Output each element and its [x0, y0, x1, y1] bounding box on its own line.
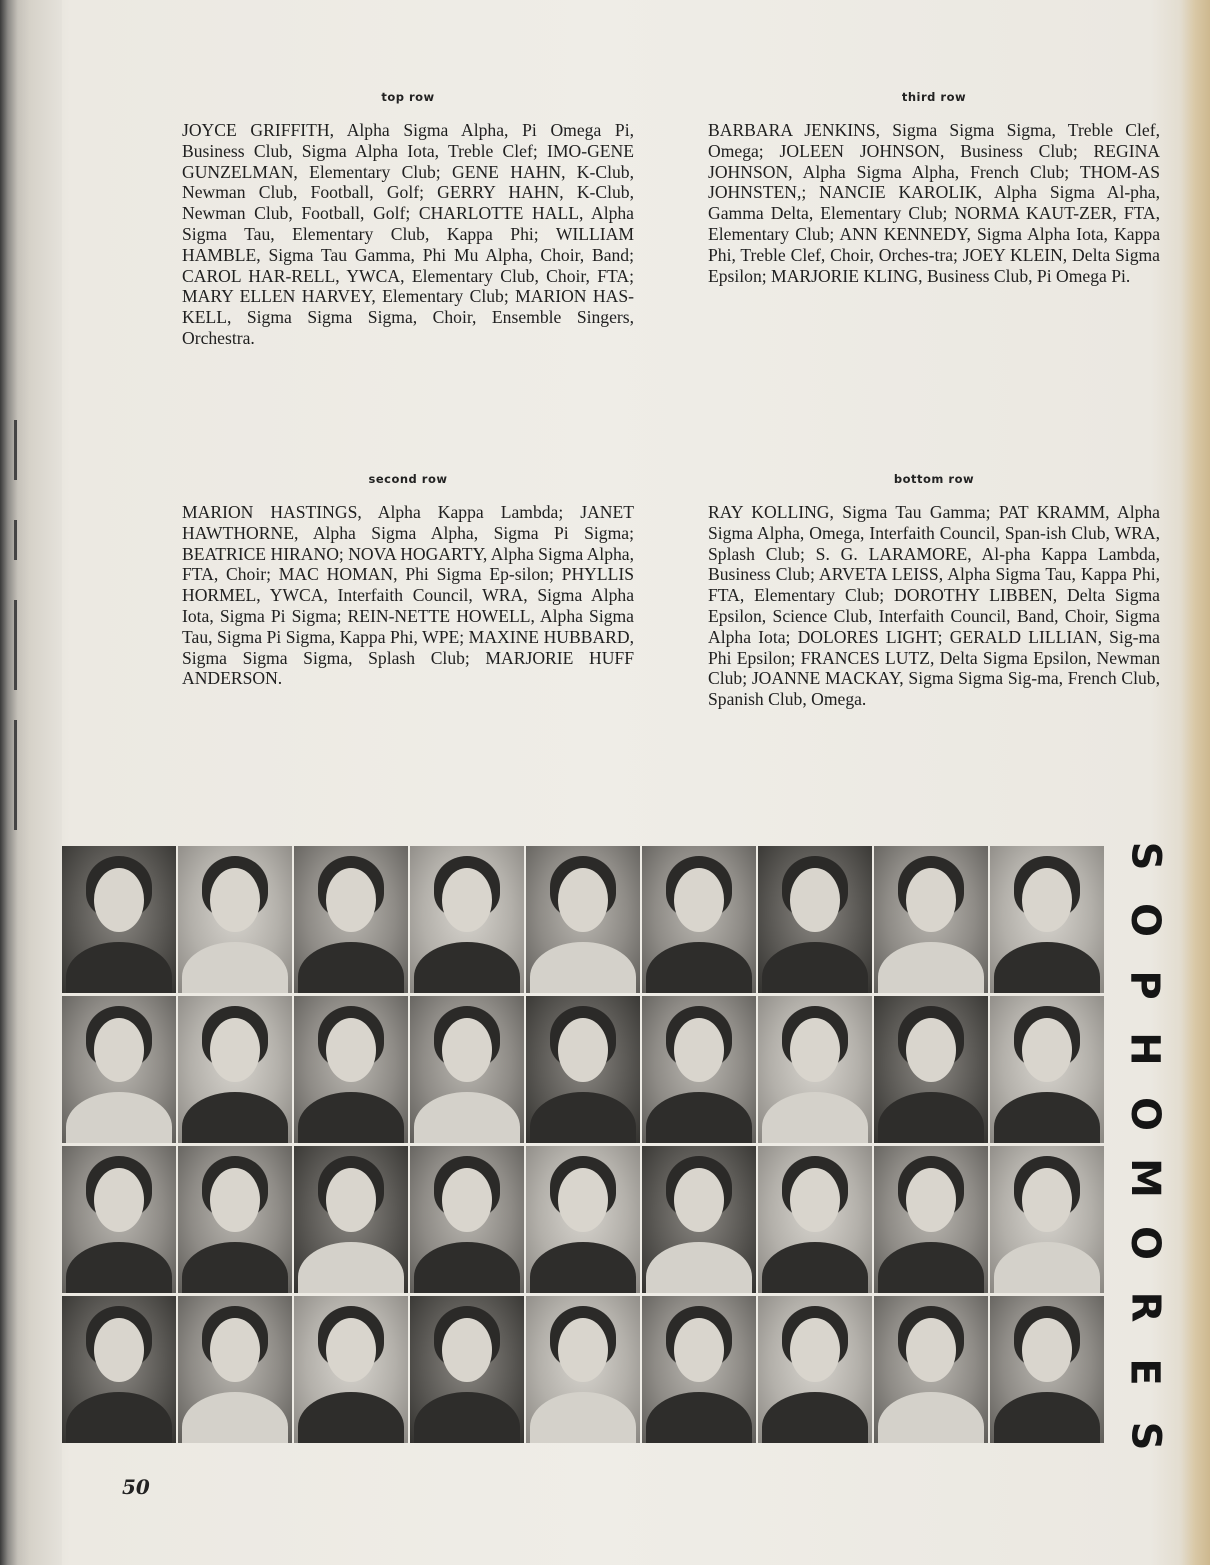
portrait-face — [674, 1168, 724, 1232]
portrait-body — [182, 942, 288, 993]
portrait-photo — [178, 1146, 292, 1293]
portrait-photo — [526, 1146, 640, 1293]
second-row-caption-block — [182, 472, 634, 689]
side-title-letter: O — [1121, 1225, 1168, 1260]
bottom-row-caption-block — [708, 472, 1160, 710]
portrait-face — [326, 1168, 376, 1232]
portrait-body — [878, 1092, 984, 1143]
portrait-photo — [294, 1296, 408, 1443]
side-title-letter: S — [1122, 1421, 1168, 1451]
third-row-caption-block — [708, 90, 1160, 286]
portrait-body — [414, 1242, 520, 1293]
portrait-face — [210, 1018, 260, 1082]
portrait-body — [530, 1242, 636, 1293]
portrait-photo — [410, 846, 524, 993]
caption-second-row: second row — [368, 472, 448, 486]
portrait-face — [1022, 1168, 1072, 1232]
portrait-face — [790, 1168, 840, 1232]
portrait-body — [414, 1392, 520, 1443]
portrait-photo — [526, 846, 640, 993]
portrait-face — [790, 1318, 840, 1382]
portrait-photo — [294, 846, 408, 993]
portrait-body — [762, 942, 868, 993]
caption-bottom-row: bottom row — [893, 472, 975, 486]
caption-third-row: third row — [901, 90, 967, 104]
side-title-letter: R — [1122, 1291, 1168, 1323]
portrait-body — [878, 942, 984, 993]
portrait-body — [878, 1392, 984, 1443]
portrait-face — [326, 1018, 376, 1082]
portrait-body — [994, 1392, 1100, 1443]
portrait-face — [674, 1018, 724, 1082]
portrait-photo — [294, 996, 408, 1143]
portrait-face — [210, 1318, 260, 1382]
portrait-face — [442, 1018, 492, 1082]
portrait-face — [674, 868, 724, 932]
portrait-face — [558, 1018, 608, 1082]
portrait-face — [906, 1168, 956, 1232]
top-row-names: JOYCE GRIFFITH, Alpha Sigma Alpha, Pi Omega Pi, Business Club, Sigma Alpha Iota, Treble Clef; IMO-GENE GUNZELMAN, Elementary Club; GENE HAHN, K-Club, Newman Club, Football, Golf; GERRY HAHN, K-Club, Newman Club, Football, Golf; CHARLOTTE HALL, Alpha Sigma Tau, Elementary Club, Kappa Phi; WILLIAM HAMBLE, Sigma Tau Gamma, Phi Mu Alpha, Choir, Band; CAROL HAR-RELL, YWCA, Elementary Club, Choir, FTA; MARY ELLEN HARVEY, Elementary Club; MARION HAS-KELL, Sigma Sigma Sigma, Choir, Ensemble Singers, Orchestra. — [182, 120, 634, 348]
portrait-photo — [758, 1146, 872, 1293]
portrait-body — [762, 1392, 868, 1443]
portrait-body — [66, 1242, 172, 1293]
portrait-photo — [642, 996, 756, 1143]
portrait-face — [558, 868, 608, 932]
third-row-names: BARBARA JENKINS, Sigma Sigma Sigma, Treble Clef, Omega; JOLEEN JOHNSON, Business Club; REGINA JOHNSON, Alpha Sigma Alpha, French Club; THOM-AS JOHNSTEN,; NANCIE KAROLIK, Alpha Sigma Al-pha, Gamma Delta, Elementary Club; NORMA KAUT-ZER, FTA, Elementary Club; ANN KENNEDY, Sigma Alpha Iota, Kappa Phi, Treble Clef, Choir, Orches-tra; JOEY KLEIN, Delta Sigma Epsilon; MARJORIE KLING, Business Club, Pi Omega Pi. — [708, 120, 1160, 286]
portrait-body — [530, 1392, 636, 1443]
binding-mark — [14, 720, 17, 830]
portrait-photo — [62, 996, 176, 1143]
portrait-photo — [990, 996, 1104, 1143]
portrait-photo — [758, 846, 872, 993]
portrait-body — [646, 1242, 752, 1293]
portrait-body — [994, 942, 1100, 993]
portrait-body — [530, 1092, 636, 1143]
portrait-photo — [178, 1296, 292, 1443]
portrait-face — [442, 1168, 492, 1232]
portrait-face — [442, 1318, 492, 1382]
portrait-photo — [874, 846, 988, 993]
portrait-photo — [410, 1146, 524, 1293]
portrait-photo — [874, 996, 988, 1143]
portrait-photo — [178, 846, 292, 993]
portrait-photo — [874, 1146, 988, 1293]
portrait-body — [646, 1392, 752, 1443]
portrait-body — [994, 1092, 1100, 1143]
side-title-letter: H — [1121, 1032, 1168, 1067]
side-title-letter: M — [1122, 1158, 1168, 1199]
portrait-body — [414, 942, 520, 993]
portrait-body — [762, 1092, 868, 1143]
portrait-face — [94, 868, 144, 932]
portrait-photo — [758, 996, 872, 1143]
portrait-body — [762, 1242, 868, 1293]
portrait-photo — [526, 1296, 640, 1443]
portrait-body — [182, 1392, 288, 1443]
portrait-photo — [410, 996, 524, 1143]
portrait-photo — [990, 846, 1104, 993]
portrait-body — [298, 942, 404, 993]
portrait-body — [66, 1392, 172, 1443]
binding-mark — [14, 420, 17, 480]
portrait-body — [646, 1092, 752, 1143]
portrait-body — [994, 1242, 1100, 1293]
portrait-body — [298, 1242, 404, 1293]
portrait-face — [210, 868, 260, 932]
portrait-face — [442, 868, 492, 932]
portrait-face — [790, 868, 840, 932]
binding-mark — [14, 520, 17, 560]
portrait-body — [66, 942, 172, 993]
portrait-body — [182, 1242, 288, 1293]
portrait-photo — [874, 1296, 988, 1443]
portrait-face — [906, 1018, 956, 1082]
binding-mark — [14, 600, 17, 690]
portrait-face — [1022, 1318, 1072, 1382]
caption-top-row: top row — [381, 90, 435, 104]
portrait-face — [326, 1318, 376, 1382]
portrait-photo — [990, 1296, 1104, 1443]
portrait-face — [94, 1018, 144, 1082]
portrait-photo — [62, 1296, 176, 1443]
bottom-row-names: RAY KOLLING, Sigma Tau Gamma; PAT KRAMM, Alpha Sigma Alpha, Omega, Interfaith Council, Span-ish Club, WRA, Splash Club; S. G. LARAMORE, Al-pha Kappa Lambda, Business Club; ARVETA LEISS, Alpha Sigma Tau, Kappa Phi, FTA, Elementary Club; DOROTHY LIBBEN, Delta Sigma Epsilon, Science Club, Interfaith Council, Band, Choir, Sigma Alpha Iota; DOLORES LIGHT; GERALD LILLIAN, Sig-ma Phi Epsilon; FRANCES LUTZ, Delta Sigma Epsilon, Newman Club; JOANNE MACKAY, Sigma Sigma Sig-ma, French Club, Spanish Club, Omega. — [708, 502, 1160, 710]
side-title-letter: S — [1122, 841, 1168, 871]
portrait-photo — [990, 1146, 1104, 1293]
portrait-face — [94, 1318, 144, 1382]
portrait-face — [326, 868, 376, 932]
portrait-face — [906, 868, 956, 932]
portrait-photo — [178, 996, 292, 1143]
portrait-body — [298, 1392, 404, 1443]
book-binding-edge — [0, 0, 62, 1565]
portrait-grid — [62, 846, 1104, 1443]
side-title-letter: P — [1121, 970, 1168, 1000]
portrait-face — [906, 1318, 956, 1382]
portrait-body — [878, 1242, 984, 1293]
portrait-body — [646, 942, 752, 993]
portrait-photo — [642, 1146, 756, 1293]
portrait-body — [414, 1092, 520, 1143]
portrait-face — [94, 1168, 144, 1232]
portrait-face — [558, 1318, 608, 1382]
page-number: 50 — [122, 1475, 150, 1499]
portrait-body — [530, 942, 636, 993]
portrait-photo — [758, 1296, 872, 1443]
side-title-letter: O — [1121, 1096, 1168, 1131]
portrait-photo — [526, 996, 640, 1143]
portrait-face — [790, 1018, 840, 1082]
portrait-photo — [294, 1146, 408, 1293]
portrait-photo — [62, 846, 176, 993]
second-row-names: MARION HASTINGS, Alpha Kappa Lambda; JANET HAWTHORNE, Alpha Sigma Alpha, Sigma Pi Sigma; BEATRICE HIRANO; NOVA HOGARTY, Alpha Sigma Alpha, FTA, Choir; MAC HOMAN, Phi Sigma Ep-silon; PHYLLIS HORMEL, YWCA, Interfaith Council, WRA, Sigma Alpha Iota, Sigma Pi Sigma; REIN-NETTE HOWELL, Alpha Sigma Tau, Sigma Pi Sigma, Kappa Phi, WPE; MAXINE HUBBARD, Sigma Sigma Sigma, Splash Club; MARJORIE HUFF ANDERSON. — [182, 502, 634, 689]
portrait-face — [674, 1318, 724, 1382]
portrait-face — [1022, 868, 1072, 932]
side-title-sophomores — [1120, 836, 1170, 1456]
portrait-face — [1022, 1018, 1072, 1082]
top-row-caption-block — [182, 90, 634, 349]
portrait-face — [210, 1168, 260, 1232]
portrait-body — [182, 1092, 288, 1143]
portrait-face — [558, 1168, 608, 1232]
portrait-photo — [642, 1296, 756, 1443]
portrait-photo — [62, 1146, 176, 1293]
portrait-body — [66, 1092, 172, 1143]
side-title-letter: E — [1121, 1357, 1168, 1386]
portrait-photo — [410, 1296, 524, 1443]
portrait-body — [298, 1092, 404, 1143]
portrait-photo — [642, 846, 756, 993]
side-title-letter: O — [1121, 903, 1168, 938]
